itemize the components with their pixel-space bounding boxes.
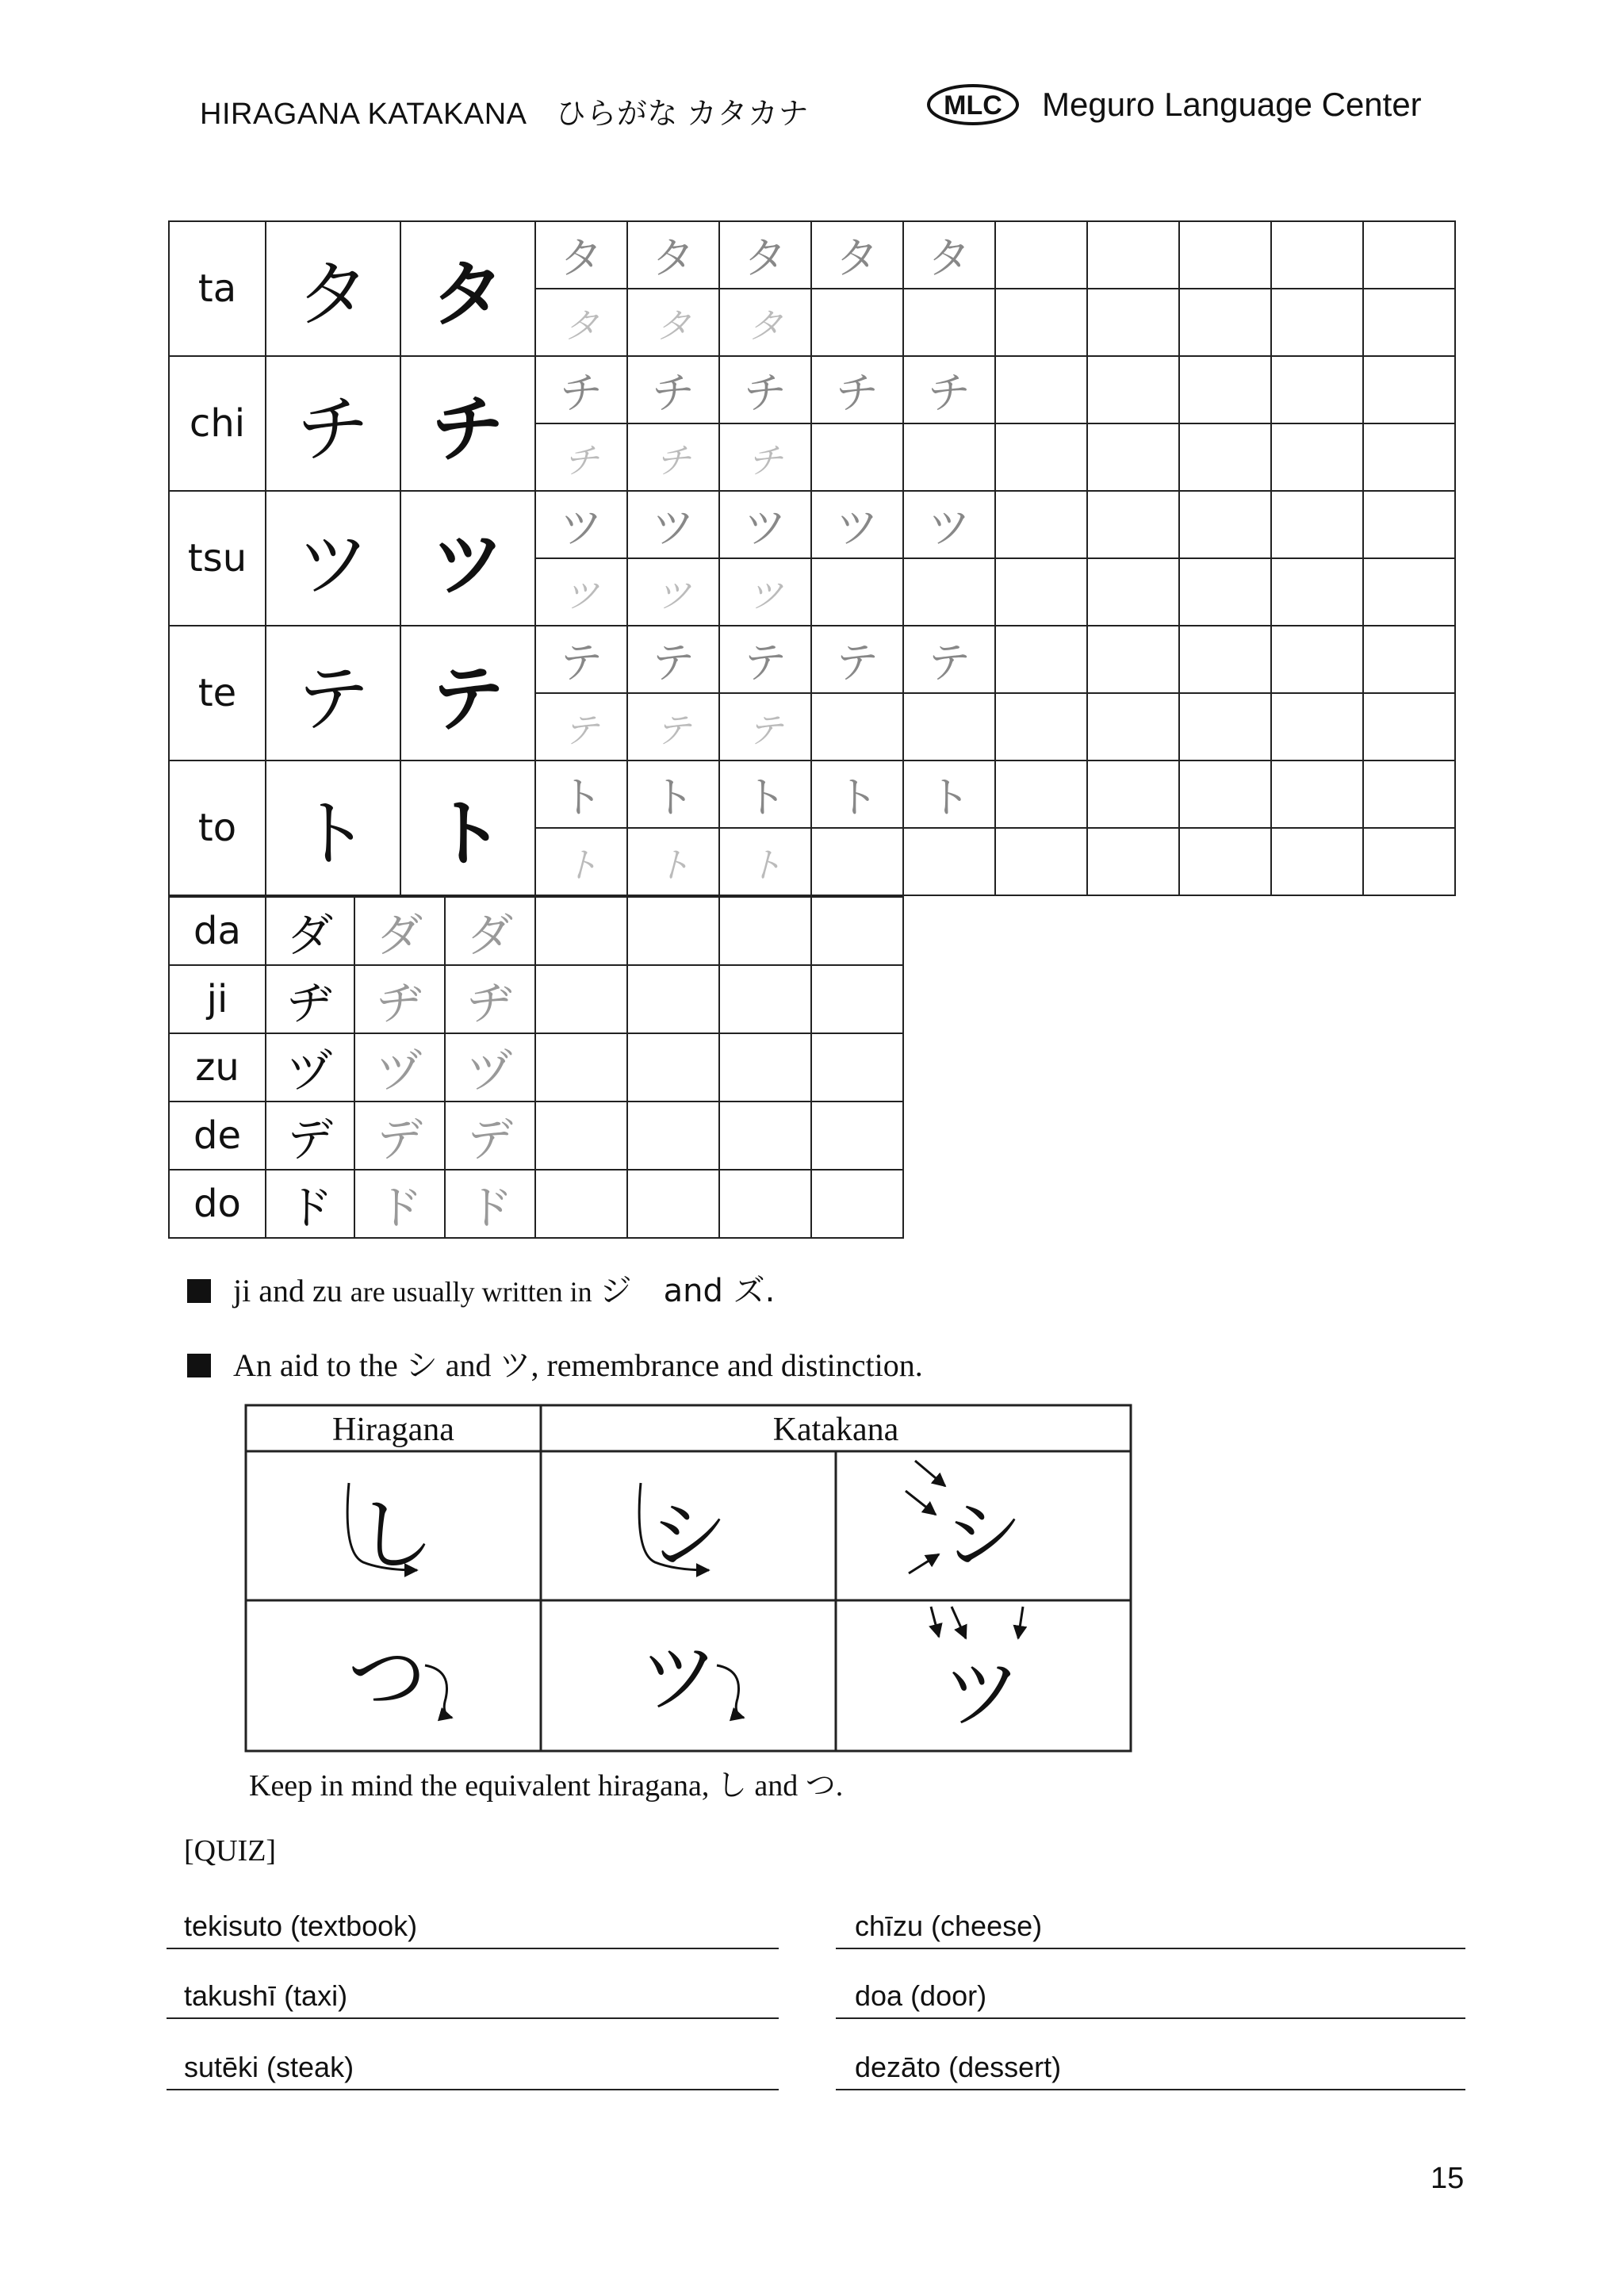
trace-cell[interactable]: チ: [811, 356, 903, 423]
trace-cell[interactable]: テ: [903, 626, 995, 693]
trace-cell[interactable]: タ: [719, 221, 811, 289]
practice-cell[interactable]: [1271, 761, 1363, 828]
practice-cell[interactable]: [1179, 491, 1271, 558]
practice-cell[interactable]: [1179, 558, 1271, 626]
trace-cell[interactable]: チ: [535, 356, 627, 423]
trace-cell-faint[interactable]: ト: [627, 828, 719, 895]
practice-cell[interactable]: [1271, 626, 1363, 693]
trace-cell[interactable]: ダ: [354, 897, 445, 965]
kana-model-light: チ: [266, 356, 400, 491]
practice-cell[interactable]: [1087, 491, 1179, 558]
practice-cell[interactable]: [627, 897, 719, 965]
romaji-label: tsu: [169, 491, 266, 626]
trace-cell[interactable]: ツ: [811, 491, 903, 558]
trace-cell-faint[interactable]: チ: [719, 423, 811, 491]
trace-cell[interactable]: ツ: [903, 491, 995, 558]
trace-cell-faint[interactable]: ト: [719, 828, 811, 895]
mlc-logo: [926, 82, 1020, 127]
practice-cell[interactable]: [535, 1102, 627, 1170]
practice-cell[interactable]: [811, 897, 903, 965]
stroke-arrow: [909, 1554, 939, 1573]
trace-cell[interactable]: ツ: [719, 491, 811, 558]
stroke-arrow: [952, 1607, 966, 1638]
practice-cell[interactable]: [1179, 693, 1271, 761]
trace-cell-faint[interactable]: テ: [627, 693, 719, 761]
kana-model: デ: [266, 1102, 354, 1170]
kana-model-light: テ: [266, 626, 400, 761]
trace-cell[interactable]: ヅ: [354, 1033, 445, 1102]
practice-cell[interactable]: [1271, 356, 1363, 423]
practice-cell[interactable]: [1179, 761, 1271, 828]
kana-model-light: ト: [266, 761, 400, 895]
practice-cell[interactable]: [995, 761, 1087, 828]
trace-cell[interactable]: タ: [535, 221, 627, 289]
kana-model-bold: ト: [400, 761, 535, 895]
practice-cell[interactable]: [1363, 761, 1455, 828]
trace-cell[interactable]: ヂ: [445, 965, 535, 1033]
document-title: HIRAGANA KATAKANA ひらがな カタカナ: [200, 98, 809, 131]
katakana-shi: シ: [649, 1488, 728, 1581]
practice-cell[interactable]: [535, 965, 627, 1033]
trace-cell[interactable]: タ: [811, 221, 903, 289]
practice-cell[interactable]: [1363, 828, 1455, 895]
stroke-arrow: [915, 1461, 945, 1486]
practice-cell[interactable]: [719, 965, 811, 1033]
practice-cell[interactable]: [1087, 423, 1179, 491]
practice-cell[interactable]: [1363, 356, 1455, 423]
practice-cell[interactable]: [1179, 626, 1271, 693]
trace-cell[interactable]: ト: [811, 761, 903, 828]
quiz-item: tekisuto (textbook): [184, 1910, 418, 1942]
quiz-answer-line[interactable]: [836, 2089, 1465, 2090]
practice-cell[interactable]: [995, 356, 1087, 423]
katakana-tsu-strokes: ツ: [942, 1647, 1021, 1740]
trace-cell[interactable]: チ: [903, 356, 995, 423]
quiz-item: chīzu (cheese): [855, 1910, 1043, 1942]
page-number: 15: [1431, 2162, 1465, 2195]
practice-cell[interactable]: [1363, 693, 1455, 761]
trace-cell[interactable]: テ: [627, 626, 719, 693]
stroke-arrow: [906, 1491, 936, 1515]
trace-cell[interactable]: ド: [445, 1170, 535, 1238]
trace-cell[interactable]: ト: [627, 761, 719, 828]
trace-cell[interactable]: ツ: [535, 491, 627, 558]
practice-cell[interactable]: [627, 1033, 719, 1102]
practice-cell[interactable]: [995, 693, 1087, 761]
quiz-answer-line[interactable]: [167, 2089, 779, 2090]
practice-cell[interactable]: [1179, 221, 1271, 289]
romaji-label: do: [169, 1170, 266, 1238]
kana-model-light: タ: [266, 221, 400, 356]
trace-cell[interactable]: タ: [627, 221, 719, 289]
practice-cell[interactable]: [1179, 356, 1271, 423]
trace-cell[interactable]: テ: [811, 626, 903, 693]
dakuten-practice-grid: [168, 896, 904, 1239]
romaji-label: zu: [169, 1033, 266, 1102]
stroke-direction-arrow: [425, 1665, 452, 1718]
kana-model: ダ: [266, 897, 354, 965]
quiz-title: [QUIZ]: [184, 1834, 277, 1868]
note-ji-zu: ji and zu are usually written in ジ and ズ.: [187, 1266, 775, 1311]
kana-model: ヅ: [266, 1033, 354, 1102]
trace-cell-faint[interactable]: チ: [627, 423, 719, 491]
practice-cell[interactable]: [903, 828, 995, 895]
trace-cell-faint[interactable]: ト: [535, 828, 627, 895]
practice-cell[interactable]: [995, 221, 1087, 289]
kana-model-bold: テ: [400, 626, 535, 761]
trace-cell-faint[interactable]: テ: [535, 693, 627, 761]
practice-cell[interactable]: [811, 965, 903, 1033]
header-katakana: Katakana: [772, 1412, 899, 1448]
romaji-label: de: [169, 1102, 266, 1170]
bullet-square-icon: [187, 1279, 211, 1303]
practice-cell[interactable]: [811, 558, 903, 626]
practice-cell[interactable]: [1087, 761, 1179, 828]
practice-cell[interactable]: [811, 1033, 903, 1102]
quiz-item: takushī (taxi): [184, 1979, 348, 2012]
trace-cell[interactable]: チ: [719, 356, 811, 423]
quiz-answer-line[interactable]: [836, 1948, 1465, 1949]
practice-cell[interactable]: [627, 1170, 719, 1238]
romaji-label: ji: [169, 965, 266, 1033]
practice-cell[interactable]: [1271, 221, 1363, 289]
kana-model: ド: [266, 1170, 354, 1238]
romaji-label: to: [169, 761, 266, 895]
trace-cell-faint[interactable]: テ: [719, 693, 811, 761]
hiragana-tsu: つ: [347, 1631, 427, 1724]
practice-cell[interactable]: [1087, 221, 1179, 289]
trace-cell[interactable]: ト: [719, 761, 811, 828]
practice-cell[interactable]: [1363, 491, 1455, 558]
practice-cell[interactable]: [1271, 289, 1363, 356]
practice-cell[interactable]: [719, 897, 811, 965]
kana-model-light: ツ: [266, 491, 400, 626]
practice-cell[interactable]: [1087, 693, 1179, 761]
quiz-item: sutēki (steak): [184, 2051, 354, 2083]
trace-cell[interactable]: ヅ: [445, 1033, 535, 1102]
practice-cell[interactable]: [811, 693, 903, 761]
kana-model-bold: ツ: [400, 491, 535, 626]
quiz-answer-line[interactable]: [167, 1948, 779, 1949]
practice-cell[interactable]: [995, 626, 1087, 693]
practice-cell[interactable]: [1271, 558, 1363, 626]
trace-cell-faint[interactable]: タ: [627, 289, 719, 356]
practice-cell[interactable]: [811, 1170, 903, 1238]
quiz-item: doa (door): [855, 1979, 987, 2012]
practice-cell[interactable]: [1363, 221, 1455, 289]
stroke-direction-arrow: [717, 1665, 744, 1718]
bullet-square-icon: [187, 1354, 211, 1377]
trace-cell[interactable]: ト: [903, 761, 995, 828]
trace-cell[interactable]: ド: [354, 1170, 445, 1238]
practice-cell[interactable]: [995, 558, 1087, 626]
trace-cell[interactable]: ダ: [445, 897, 535, 965]
romaji-label: ta: [169, 221, 266, 356]
practice-cell[interactable]: [1363, 558, 1455, 626]
trace-cell[interactable]: ト: [535, 761, 627, 828]
trace-cell-faint[interactable]: ツ: [535, 558, 627, 626]
practice-cell[interactable]: [1363, 626, 1455, 693]
trace-cell[interactable]: テ: [719, 626, 811, 693]
trace-cell-faint[interactable]: タ: [535, 289, 627, 356]
trace-cell[interactable]: タ: [903, 221, 995, 289]
practice-cell[interactable]: [1179, 828, 1271, 895]
practice-cell[interactable]: [903, 693, 995, 761]
romaji-label: te: [169, 626, 266, 761]
romaji-label: da: [169, 897, 266, 965]
practice-cell[interactable]: [1087, 356, 1179, 423]
practice-cell[interactable]: [903, 423, 995, 491]
kana-model: ヂ: [266, 965, 354, 1033]
practice-cell[interactable]: [1087, 558, 1179, 626]
trace-cell-faint[interactable]: ツ: [627, 558, 719, 626]
trace-cell-faint[interactable]: タ: [719, 289, 811, 356]
practice-cell[interactable]: [535, 897, 627, 965]
quiz-item: dezāto (dessert): [855, 2051, 1062, 2083]
practice-cell[interactable]: [1363, 423, 1455, 491]
practice-cell[interactable]: [1271, 491, 1363, 558]
trace-cell[interactable]: ツ: [627, 491, 719, 558]
trace-cell[interactable]: チ: [627, 356, 719, 423]
note-shi-tsu: An aid to the シ and ツ, remembrance and distinction.: [187, 1340, 923, 1385]
trace-cell[interactable]: デ: [354, 1102, 445, 1170]
practice-cell[interactable]: [627, 1102, 719, 1170]
practice-cell[interactable]: [719, 1170, 811, 1238]
practice-cell[interactable]: [995, 491, 1087, 558]
practice-cell[interactable]: [1271, 423, 1363, 491]
practice-cell[interactable]: [903, 289, 995, 356]
practice-cell[interactable]: [627, 965, 719, 1033]
practice-cell[interactable]: [811, 289, 903, 356]
hiragana-shi: し: [355, 1488, 435, 1581]
header-hiragana: Hiragana: [332, 1412, 454, 1448]
trace-cell-faint[interactable]: チ: [535, 423, 627, 491]
practice-cell[interactable]: [719, 1102, 811, 1170]
practice-cell[interactable]: [811, 423, 903, 491]
practice-cell[interactable]: [811, 1102, 903, 1170]
practice-cell[interactable]: [903, 558, 995, 626]
stroke-arrow: [1018, 1607, 1023, 1638]
practice-cell[interactable]: [1271, 693, 1363, 761]
stroke-arrow: [931, 1607, 939, 1637]
practice-cell[interactable]: [1087, 828, 1179, 895]
quiz-answer-line[interactable]: [167, 2017, 779, 2019]
shi-tsu-comparison-table: [244, 1404, 1132, 1753]
quiz-answer-line[interactable]: [836, 2017, 1465, 2019]
logo-text: MLC: [944, 90, 1002, 121]
practice-cell[interactable]: [995, 828, 1087, 895]
trace-cell[interactable]: ヂ: [354, 965, 445, 1033]
trace-cell[interactable]: テ: [535, 626, 627, 693]
romaji-label: chi: [169, 356, 266, 491]
practice-cell[interactable]: [811, 828, 903, 895]
practice-cell[interactable]: [1179, 423, 1271, 491]
katakana-tsu: ツ: [639, 1631, 718, 1724]
trace-cell[interactable]: デ: [445, 1102, 535, 1170]
practice-cell[interactable]: [1271, 828, 1363, 895]
trace-cell-faint[interactable]: ツ: [719, 558, 811, 626]
practice-cell[interactable]: [1179, 289, 1271, 356]
organization-name: Meguro Language Center: [1042, 86, 1422, 123]
practice-cell[interactable]: [1087, 626, 1179, 693]
practice-cell[interactable]: [719, 1033, 811, 1102]
practice-cell[interactable]: [1363, 289, 1455, 356]
practice-cell[interactable]: [535, 1170, 627, 1238]
practice-cell[interactable]: [995, 423, 1087, 491]
practice-cell[interactable]: [995, 289, 1087, 356]
katakana-practice-grid: [168, 220, 1456, 896]
katakana-shi-strokes: シ: [944, 1488, 1023, 1581]
kana-model-bold: チ: [400, 356, 535, 491]
keep-in-mind-note: Keep in mind the equivalent hiragana, し and つ.: [249, 1769, 844, 1803]
practice-cell[interactable]: [1087, 289, 1179, 356]
practice-cell[interactable]: [535, 1033, 627, 1102]
kana-model-bold: タ: [400, 221, 535, 356]
